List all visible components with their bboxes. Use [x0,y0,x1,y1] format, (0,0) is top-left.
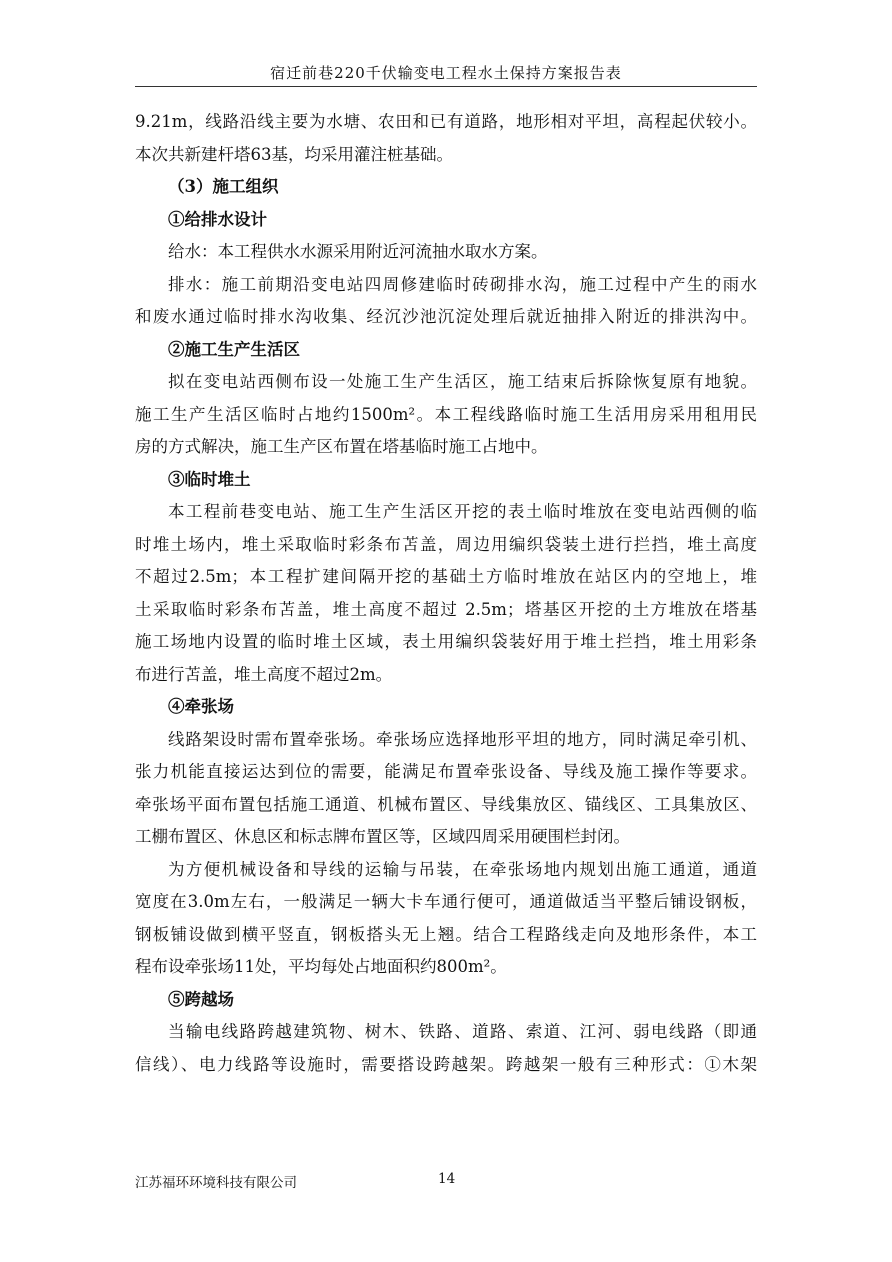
text-line: 布进行苫盖，堆土高度不超过2m。 [135,664,393,684]
text-line: 线路架设时需布置牵张场。牵张场应选择地形平坦的地方，同时满足牵引机、 [168,729,757,749]
text-line: 土采取临时彩条布苫盖，堆土高度不超过 2.5m；塔基区开挖的土方堆放在塔基 [135,599,757,619]
text-line: 9.21m，线路沿线主要为水塘、农田和已有道路，地形相对平坦，高程起伏较小。 [135,112,757,131]
text-line: 工棚布置区、休息区和标志牌布置区等，区域四周采用硬围栏封闭。 [135,827,630,846]
text-line: 房的方式解决，施工生产区布置在塔基临时施工占地中。 [135,437,548,456]
section-heading: ③临时堆土 [168,469,251,489]
text-line: 本次共新建杆塔63基，均采用灌注桩基础。 [135,144,453,164]
text-line: 为方便机械设备和导线的运输与吊装，在牵张场地内规划出施工通道，通道 [168,859,757,879]
text-line: 程布设牵张场11处，平均每处占地面积约800m²。 [135,957,507,976]
footer-page-number: 14 [438,1171,456,1187]
text-line: 给水：本工程供水水源采用附近河流抽水取水方案。 [168,242,548,261]
text-line: 本工程前巷变电站、施工生产生活区开挖的表土临时堆放在变电站西侧的临 [168,502,757,521]
section-heading: ④牵张场 [168,697,234,716]
page-header: 宿迁前巷220千伏输变电工程水土保持方案报告表 [270,64,622,82]
text-line: 不超过2.5m；本工程扩建间隔开挖的基础土方临时堆放在站区内的空地上，堆 [135,567,757,586]
text-line: 钢板铺设做到横平竖直，钢板搭头无上翘。结合工程路线走向及地形条件，本工 [135,924,757,944]
section-heading: ②施工生产生活区 [168,339,300,359]
text-line: 信线）、电力线路等设施时，需要搭设跨越架。跨越架一般有三种形式：①木架 [135,1054,757,1074]
text-line: 时堆土场内，堆土采取临时彩条布苫盖，周边用编织袋装土进行拦挡，堆土高度 [135,534,757,554]
text-line: 排水：施工前期沿变电站四周修建临时砖砌排水沟，施工过程中产生的雨水 [168,274,757,294]
section-heading: ⑤跨越场 [168,989,234,1009]
text-line: 牵张场平面布置包括施工通道、机械布置区、导线集放区、锚线区、工具集放区、 [135,794,757,814]
section-heading: （3）施工组织 [168,177,279,196]
section-heading: ①给排水设计 [168,209,267,229]
footer-company: 江苏福环环境科技有限公司 [135,1175,297,1191]
text-line: 施工生产生活区临时占地约1500m²。本工程线路临时施工生活用房采用租用民 [135,404,757,424]
document-body [135,106,757,1081]
text-line: 宽度在3.0m左右，一般满足一辆大卡车通行便可，通道做适当平整后铺设钢板， [135,892,757,911]
text-line: 拟在变电站西侧布设一处施工生产生活区，施工结束后拆除恢复原有地貌。 [168,372,757,391]
text-line: 和废水通过临时排水沟收集、经沉沙池沉淀处理后就近抽排入附近的排洪沟中。 [135,307,757,326]
text-line: 当输电线路跨越建筑物、树木、铁路、道路、索道、江河、弱电线路（即通 [168,1022,757,1041]
text-line: 施工场地内设置的临时堆土区域，表土用编织袋装好用于堆土拦挡，堆土用彩条 [135,632,757,651]
text-line: 张力机能直接运达到位的需要，能满足布置牵张设备、导线及施工操作等要求。 [135,762,757,781]
header-rule [135,86,757,87]
